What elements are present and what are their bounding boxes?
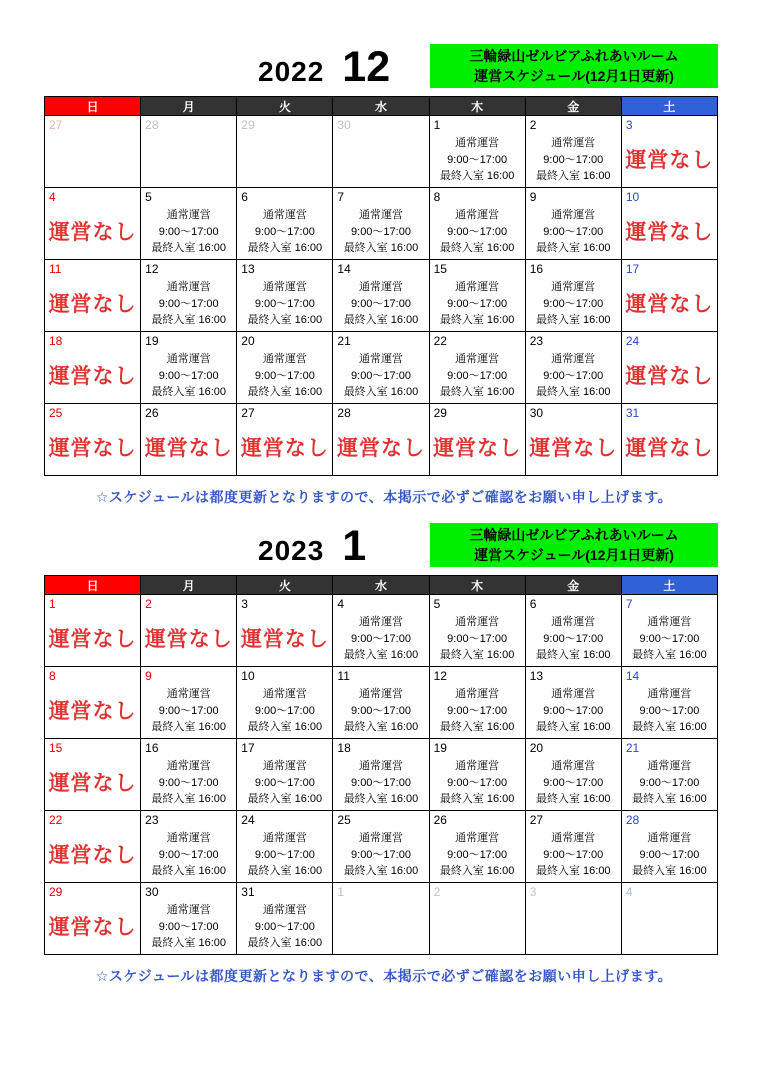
day-number: 13 [241, 262, 255, 276]
facility-banner [430, 523, 718, 567]
calendar-day-cell [237, 739, 333, 811]
calendar-day-cell [621, 188, 717, 260]
weekday-header-6: 土 [621, 97, 717, 116]
no-operation-label: 運営なし [625, 221, 714, 244]
calendar-day-cell [621, 404, 717, 476]
day-number: 1 [433, 118, 441, 132]
calendar-day-cell [333, 667, 429, 739]
day-number: 17 [241, 741, 255, 755]
day-number: 5 [145, 190, 152, 204]
normal-operation-label: 通常運営 9:00～17:00 最終入室 16:00 [343, 688, 419, 733]
calendar-day-cell [45, 667, 141, 739]
calendar-day-cell [429, 116, 525, 188]
normal-operation-label: 通常運営 9:00～17:00 最終入室 16:00 [439, 137, 515, 182]
normal-operation-label: 通常運営 9:00～17:00 最終入室 16:00 [343, 616, 419, 661]
calendar-day-cell [237, 188, 333, 260]
normal-operation-label: 通常運営 9:00～17:00 最終入室 16:00 [151, 904, 226, 949]
weekday-header-4: 木 [429, 97, 525, 116]
day-number: 7 [625, 597, 633, 611]
day-number: 29 [241, 118, 255, 132]
day-number: 26 [145, 406, 159, 420]
normal-operation-label: 通常運営 9:00～17:00 最終入室 16:00 [439, 832, 515, 877]
no-operation-label: 運営なし [48, 437, 137, 460]
day-number: 26 [433, 813, 447, 827]
day-number: 11 [337, 669, 350, 683]
weekday-header-3: 水 [333, 97, 429, 116]
no-operation-label: 運営なし [336, 437, 425, 460]
calendar-day-cell [141, 595, 237, 667]
calendar-table-january [44, 575, 718, 955]
calendar-day-cell [141, 188, 237, 260]
calendar-week-row [45, 404, 718, 476]
calendar-day-cell [429, 595, 525, 667]
calendar-week-row [45, 739, 718, 811]
calendar-day-cell [429, 188, 525, 260]
day-number: 24 [241, 813, 255, 827]
day-number: 6 [241, 190, 248, 204]
calendar-week-row [45, 188, 718, 260]
no-operation-label: 運営なし [48, 293, 137, 316]
normal-operation-label: 通常運営 9:00～17:00 最終入室 16:00 [151, 281, 226, 326]
normal-operation-label: 通常運営 9:00～17:00 最終入室 16:00 [151, 832, 226, 877]
day-number: 20 [241, 334, 255, 348]
normal-operation-label: 通常運営 9:00～17:00 最終入室 16:00 [439, 209, 515, 254]
calendar-day-cell [141, 739, 237, 811]
day-number: 22 [433, 334, 447, 348]
calendar-day-cell [237, 883, 333, 955]
normal-operation-label: 通常運営 9:00～17:00 最終入室 16:00 [247, 353, 323, 398]
no-operation-label: 運営なし [625, 365, 714, 388]
day-number: 24 [625, 334, 640, 348]
day-number: 28 [625, 813, 640, 827]
calendar-day-cell [525, 667, 621, 739]
weekday-header-1: 月 [141, 97, 237, 116]
normal-operation-label: 通常運営 9:00～17:00 最終入室 16:00 [535, 281, 611, 326]
normal-operation-label: 通常運営 9:00～17:00 最終入室 16:00 [439, 616, 515, 661]
calendar-day-cell [333, 404, 429, 476]
day-number: 5 [433, 597, 441, 611]
weekday-header-1: 月 [141, 576, 237, 595]
calendar-day-cell [141, 260, 237, 332]
no-operation-label: 運営なし [48, 700, 137, 723]
day-number: 31 [241, 885, 255, 899]
calendar-week-row [45, 811, 718, 883]
calendar-title [258, 522, 366, 571]
calendar-day-cell [621, 260, 717, 332]
day-number: 25 [49, 406, 63, 420]
normal-operation-label: 通常運営 9:00～17:00 最終入室 16:00 [343, 832, 419, 877]
day-number: 20 [529, 741, 544, 755]
day-number: 16 [145, 741, 159, 755]
normal-operation-label: 通常運営 9:00～17:00 最終入室 16:00 [151, 209, 226, 254]
day-number: 27 [241, 406, 255, 420]
day-number: 4 [625, 885, 633, 899]
calendar-day-cell [141, 404, 237, 476]
calendar-week-row [45, 332, 718, 404]
calendar-year: 2023 [258, 535, 325, 566]
calendar-day-cell [621, 332, 717, 404]
no-operation-label: 運営なし [144, 437, 233, 460]
normal-operation-label: 通常運営 9:00～17:00 最終入室 16:00 [632, 832, 707, 877]
calendar-day-cell [621, 883, 717, 955]
calendar-day-cell [333, 739, 429, 811]
normal-operation-label: 通常運営 9:00～17:00 最終入室 16:00 [632, 616, 707, 661]
calendar-day-cell [333, 883, 429, 955]
calendar-month: 1 [342, 522, 367, 570]
day-number: 30 [145, 885, 159, 899]
calendar-day-cell [621, 667, 717, 739]
day-number: 3 [529, 885, 537, 899]
schedule-note: ☆スケジュールは都度更新となりますので、本掲示で必ずご確認をお願い申し上げます。 [95, 489, 673, 505]
calendar-day-cell [429, 811, 525, 883]
normal-operation-label: 通常運営 9:00～17:00 最終入室 16:00 [247, 688, 323, 733]
day-number: 28 [337, 406, 351, 420]
no-operation-label: 運営なし [48, 916, 137, 939]
facility-name: 三輪緑山ゼルビアふれあいルーム [469, 527, 679, 543]
calendar-week-row [45, 883, 718, 955]
calendar-day-cell [141, 116, 237, 188]
calendar-day-cell [333, 811, 429, 883]
day-number: 4 [49, 190, 56, 204]
calendar-day-cell [45, 332, 141, 404]
day-number: 15 [49, 741, 63, 755]
no-operation-label: 運営なし [48, 365, 137, 388]
weekday-header-4: 木 [429, 576, 525, 595]
calendar-day-cell [333, 332, 429, 404]
calendar-day-cell [45, 811, 141, 883]
calendar-year: 2022 [258, 56, 325, 87]
calendar-day-cell [621, 595, 717, 667]
weekday-header-5: 金 [525, 97, 621, 116]
calendar-day-cell [621, 811, 717, 883]
day-number: 27 [529, 813, 544, 827]
normal-operation-label: 通常運営 9:00～17:00 最終入室 16:00 [535, 353, 611, 398]
normal-operation-label: 通常運営 9:00～17:00 最終入室 16:00 [439, 688, 515, 733]
normal-operation-label: 通常運営 9:00～17:00 最終入室 16:00 [343, 209, 419, 254]
no-operation-label: 運営なし [48, 844, 137, 867]
calendar-day-cell [525, 811, 621, 883]
calendar-day-cell [621, 739, 717, 811]
normal-operation-label: 通常運営 9:00～17:00 最終入室 16:00 [535, 688, 611, 733]
normal-operation-label: 通常運営 9:00～17:00 最終入室 16:00 [535, 616, 611, 661]
day-number: 11 [49, 262, 62, 276]
calendar-day-cell [333, 188, 429, 260]
day-number: 25 [337, 813, 351, 827]
day-number: 14 [625, 669, 640, 683]
normal-operation-label: 通常運営 9:00～17:00 最終入室 16:00 [632, 688, 707, 733]
day-number: 10 [625, 190, 640, 204]
no-operation-label: 運営なし [240, 437, 329, 460]
day-number: 19 [433, 741, 447, 755]
normal-operation-label: 通常運営 9:00～17:00 最終入室 16:00 [247, 832, 323, 877]
calendar-day-cell [525, 883, 621, 955]
day-number: 8 [49, 669, 56, 683]
day-number: 29 [49, 885, 63, 899]
calendar-day-cell [141, 883, 237, 955]
calendar-day-cell [237, 260, 333, 332]
calendar-day-cell [429, 667, 525, 739]
day-number: 16 [529, 262, 544, 276]
calendar-day-cell [237, 404, 333, 476]
calendar-day-cell [237, 332, 333, 404]
normal-operation-label: 通常運営 9:00～17:00 最終入室 16:00 [535, 832, 611, 877]
calendar-day-cell [45, 883, 141, 955]
facility-name: 三輪緑山ゼルビアふれあいルーム [469, 48, 679, 64]
day-number: 30 [337, 118, 351, 132]
calendar-header [0, 44, 768, 90]
calendar-header [0, 523, 768, 569]
day-number: 23 [145, 813, 159, 827]
day-number: 23 [529, 334, 544, 348]
normal-operation-label: 通常運営 9:00～17:00 最終入室 16:00 [247, 760, 323, 805]
calendar-day-cell [525, 260, 621, 332]
normal-operation-label: 通常運営 9:00～17:00 最終入室 16:00 [247, 904, 323, 949]
normal-operation-label: 通常運営 9:00～17:00 最終入室 16:00 [343, 760, 419, 805]
calendar-day-cell [237, 667, 333, 739]
no-operation-label: 運営なし [433, 437, 522, 460]
calendar-section-december [0, 0, 768, 507]
weekday-header-0: 日 [45, 97, 141, 116]
calendar-day-cell [141, 332, 237, 404]
weekday-header-2: 火 [237, 576, 333, 595]
calendar-day-cell [525, 332, 621, 404]
no-operation-label: 運営なし [625, 437, 714, 460]
day-number: 28 [145, 118, 159, 132]
weekday-header-6: 土 [621, 576, 717, 595]
calendar-day-cell [525, 404, 621, 476]
calendar-day-cell [45, 188, 141, 260]
calendar-day-cell [141, 811, 237, 883]
day-number: 13 [529, 669, 544, 683]
normal-operation-label: 通常運営 9:00～17:00 最終入室 16:00 [535, 209, 611, 254]
day-number: 3 [625, 118, 633, 132]
calendar-week-row [45, 260, 718, 332]
normal-operation-label: 通常運営 9:00～17:00 最終入室 16:00 [247, 209, 323, 254]
calendar-table-december [44, 96, 718, 476]
day-number: 30 [529, 406, 544, 420]
day-number: 12 [145, 262, 159, 276]
calendar-day-cell [333, 116, 429, 188]
normal-operation-label: 通常運営 9:00～17:00 最終入室 16:00 [632, 760, 707, 805]
weekday-header-2: 火 [237, 97, 333, 116]
calendar-day-cell [429, 739, 525, 811]
day-number: 2 [529, 118, 537, 132]
day-number: 9 [529, 190, 537, 204]
calendar-day-cell [237, 811, 333, 883]
day-number: 7 [337, 190, 345, 204]
no-operation-label: 運営なし [625, 293, 714, 316]
calendar-day-cell [45, 595, 141, 667]
no-operation-label: 運営なし [529, 437, 618, 460]
calendar-day-cell [429, 404, 525, 476]
day-number: 4 [337, 597, 345, 611]
calendar-day-cell [525, 116, 621, 188]
no-operation-label: 運営なし [48, 221, 137, 244]
day-number: 31 [625, 406, 640, 420]
normal-operation-label: 通常運営 9:00～17:00 最終入室 16:00 [247, 281, 323, 326]
calendar-section-january [0, 507, 768, 986]
facility-banner [430, 44, 718, 88]
no-operation-label: 運営なし [48, 628, 137, 651]
calendar-day-cell [429, 883, 525, 955]
no-operation-label: 運営なし [240, 628, 329, 651]
no-operation-label: 運営なし [625, 149, 714, 172]
no-operation-label: 運営なし [144, 628, 233, 651]
weekday-header-row [45, 97, 718, 116]
normal-operation-label: 通常運営 9:00～17:00 最終入室 16:00 [439, 281, 515, 326]
schedule-update-label: 運営スケジュール(12月1日更新) [474, 68, 674, 84]
calendar-day-cell [333, 595, 429, 667]
calendar-day-cell [429, 260, 525, 332]
calendar-day-cell [45, 260, 141, 332]
calendar-day-cell [237, 116, 333, 188]
normal-operation-label: 通常運営 9:00～17:00 最終入室 16:00 [439, 760, 515, 805]
day-number: 29 [433, 406, 447, 420]
day-number: 1 [49, 597, 56, 611]
calendar-day-cell [525, 595, 621, 667]
schedule-note: ☆スケジュールは都度更新となりますので、本掲示で必ずご確認をお願い申し上げます。 [95, 968, 673, 984]
calendar-day-cell [333, 260, 429, 332]
weekday-header-3: 水 [333, 576, 429, 595]
day-number: 15 [433, 262, 447, 276]
day-number: 22 [49, 813, 63, 827]
normal-operation-label: 通常運営 9:00～17:00 最終入室 16:00 [535, 137, 611, 182]
calendar-week-row [45, 595, 718, 667]
day-number: 14 [337, 262, 351, 276]
day-number: 10 [241, 669, 255, 683]
calendar-day-cell [621, 116, 717, 188]
calendar-week-row [45, 116, 718, 188]
schedule-update-label: 運営スケジュール(12月1日更新) [474, 547, 674, 563]
day-number: 21 [625, 741, 640, 755]
day-number: 2 [433, 885, 441, 899]
normal-operation-label: 通常運営 9:00～17:00 最終入室 16:00 [343, 353, 419, 398]
calendar-day-cell [45, 739, 141, 811]
normal-operation-label: 通常運営 9:00～17:00 最終入室 16:00 [151, 760, 226, 805]
normal-operation-label: 通常運営 9:00～17:00 最終入室 16:00 [343, 281, 419, 326]
calendar-day-cell [45, 404, 141, 476]
day-number: 6 [529, 597, 537, 611]
day-number: 8 [433, 190, 441, 204]
calendar-month: 12 [342, 43, 391, 91]
weekday-header-0: 日 [45, 576, 141, 595]
day-number: 1 [337, 885, 345, 899]
calendar-day-cell [237, 595, 333, 667]
day-number: 17 [625, 262, 640, 276]
day-number: 21 [337, 334, 351, 348]
day-number: 9 [145, 669, 152, 683]
calendar-title [258, 43, 390, 92]
day-number: 18 [337, 741, 351, 755]
normal-operation-label: 通常運営 9:00～17:00 最終入室 16:00 [151, 688, 226, 733]
day-number: 18 [49, 334, 63, 348]
day-number: 19 [145, 334, 159, 348]
calendar-day-cell [525, 739, 621, 811]
calendar-day-cell [525, 188, 621, 260]
normal-operation-label: 通常運営 9:00～17:00 最終入室 16:00 [535, 760, 611, 805]
calendar-day-cell [429, 332, 525, 404]
calendar-day-cell [45, 116, 141, 188]
calendar-week-row [45, 667, 718, 739]
day-number: 3 [241, 597, 248, 611]
day-number: 27 [49, 118, 63, 132]
calendar-day-cell [141, 667, 237, 739]
normal-operation-label: 通常運営 9:00～17:00 最終入室 16:00 [439, 353, 515, 398]
day-number: 12 [433, 669, 447, 683]
weekday-header-5: 金 [525, 576, 621, 595]
no-operation-label: 運営なし [48, 772, 137, 795]
weekday-header-row [45, 576, 718, 595]
day-number: 2 [145, 597, 152, 611]
normal-operation-label: 通常運営 9:00～17:00 最終入室 16:00 [151, 353, 226, 398]
